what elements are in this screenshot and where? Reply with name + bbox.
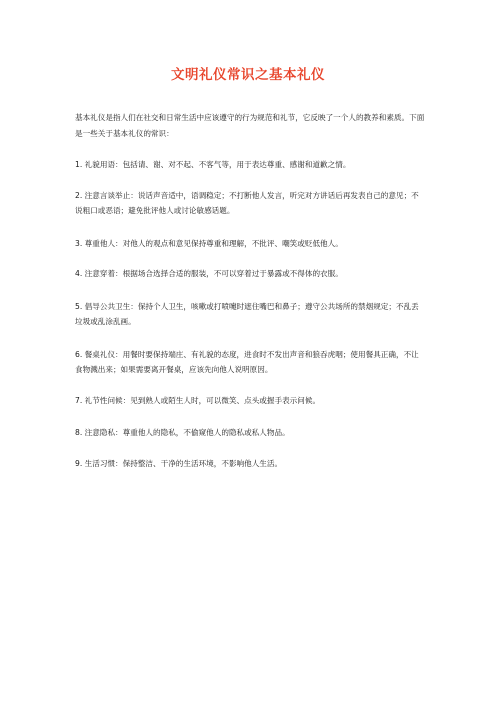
- list-item: 5. 倡导公共卫生：保持个人卫生，咳嗽或打喷嚏时遮住嘴巴和鼻子；遵守公共场所的禁烟规定；不乱丢垃圾或乱涂乱画。: [75, 301, 419, 326]
- list-item: 1. 礼貌用语：包括请、谢、对不起、不客气等，用于表达尊重、感谢和道歉之情。: [75, 160, 351, 169]
- list-item: 4. 注意穿着：根据场合选择合适的服装，不可以穿着过于暴露或不得体的衣服。: [75, 269, 343, 278]
- document-body: [75, 110, 425, 471]
- intro-paragraph: 基本礼仪是指人们在社交和日常生活中应该遵守的行为规范和礼节，它反映了一个人的教养和素质。下面是一些关于基本礼仪的常识：: [75, 113, 425, 138]
- list-item: 9. 生活习惯：保持整洁、干净的生活环境，不影响他人生活。: [75, 458, 283, 468]
- list-item: 7. 礼节性问候：见到熟人或陌生人时，可以微笑、点头或握手表示问候。: [75, 395, 321, 405]
- list-item: 8. 注意隐私：尊重他人的隐私，不偷窥他人的隐私或私人物品。: [75, 428, 290, 437]
- list-item: 6. 餐桌礼仪：用餐时要保持端庄、有礼貌的态度，进食时不发出声音和狼吞虎咽；使用餐具正确，不让食物溅出来；如果需要离开餐桌，应该先向他人说明原因。: [75, 349, 419, 374]
- list-item: 2. 注意言谈举止：说话声音适中，语调稳定；不打断他人发言，听完对方讲话后再发表自己的意见；不说粗口或恶语；避免批评他人或讨论敏感话题。: [75, 190, 419, 215]
- document-title: 文明礼仪常识之基本礼仪: [171, 67, 325, 83]
- list-item: 3. 尊重他人：对他人的观点和意见保持尊重和理解，不批评、嘲笑或贬低他人。: [75, 238, 343, 248]
